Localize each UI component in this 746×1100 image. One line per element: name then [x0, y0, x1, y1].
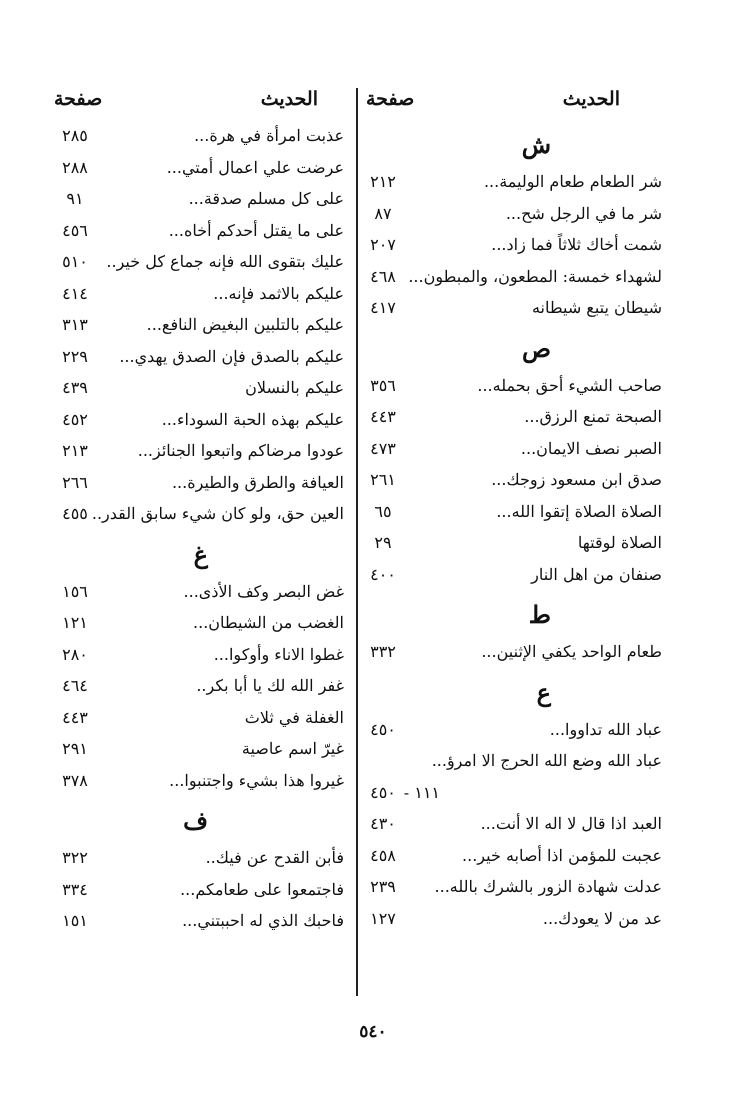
entry-text: عليك بتقوى الله فإنه جماع كل خير.. — [106, 252, 344, 271]
index-entry — [366, 638, 666, 670]
entry-page-number: ٢٠٧ — [370, 235, 396, 254]
entry-page-number: ٣٢٢ — [62, 848, 88, 867]
index-entry — [366, 466, 666, 498]
index-entry — [366, 716, 666, 748]
entry-text: الصبر نصف الايمان... — [520, 438, 662, 458]
entry-text: فاحبك الذي له احببتني... — [182, 911, 344, 930]
entry-text: عباد الله تداووا... — [549, 719, 662, 739]
entry-text: غض البصر وكف الأذى... — [183, 581, 344, 601]
entry-page-number: ٢١٣ — [62, 441, 88, 460]
entry-page-number: ٣١٣ — [62, 315, 88, 334]
entry-text: طعام الواحد يكفي الإثنين... — [481, 642, 662, 661]
entry-page-number: ٤١٤ — [62, 283, 88, 303]
column-header — [366, 88, 666, 122]
entry-page-number: ٤٣٩ — [62, 378, 88, 397]
section-letter-text: ش — [521, 130, 551, 159]
index-entry — [44, 217, 348, 249]
section-letter — [366, 592, 666, 638]
entry-text: شيطان يتبع شيطانه — [531, 298, 662, 317]
entry-text: ١١١ - — [403, 782, 440, 802]
entry-page-number: ٤٦٤ — [62, 676, 88, 695]
section-letter — [366, 326, 666, 372]
index-entry — [44, 437, 348, 469]
entry-text: عليكم بهذه الحبة السوداء... — [161, 409, 344, 429]
entry-page-number: ٣٧٨ — [62, 770, 88, 790]
entry-text: عليكم بالنسلان — [245, 378, 344, 397]
index-entry — [44, 767, 348, 799]
index-entry — [44, 311, 348, 343]
entry-page-number: ٤٤٣ — [62, 707, 88, 727]
index-entry — [366, 403, 666, 435]
entry-text: غيرّ اسم عاصية — [241, 739, 344, 758]
entry-page-number: ٣٥٦ — [370, 375, 396, 395]
entry-text: فاجتمعوا على طعامكم... — [180, 879, 344, 899]
index-entry — [366, 200, 666, 232]
index-entry — [366, 842, 666, 874]
entry-page-number: ٤٥٢ — [62, 409, 88, 429]
entry-text: شر ما في الرجل شح... — [505, 203, 662, 223]
entry-text: الغفلة في ثلاث — [244, 707, 344, 727]
index-entry — [366, 810, 666, 842]
entry-page-number: ٦٥ — [374, 501, 392, 521]
entry-text: عدلت شهادة الزور بالشرك بالله... — [434, 877, 662, 896]
index-entry — [44, 406, 348, 438]
right-column — [366, 88, 666, 936]
entry-page-number: ٥١٠ — [62, 252, 88, 271]
entry-text: شر الطعام طعام الوليمة... — [483, 172, 662, 191]
section-letter-text: ف — [183, 806, 208, 835]
entry-page-number: ٤٠٠ — [370, 564, 396, 584]
entry-page-number: ١٥١ — [62, 911, 88, 930]
entry-page-number: ٩١ — [66, 189, 84, 208]
entry-text: فأبن القدح عن فيك.. — [205, 848, 344, 867]
index-entry — [44, 248, 348, 280]
entry-page-number: ٤١٧ — [370, 298, 396, 317]
section-letter-text: ط — [528, 600, 551, 629]
entry-page-number: ٤٥٠ — [370, 782, 396, 802]
entry-text: غفر الله لك يا أبا بكر.. — [196, 676, 344, 695]
index-entry — [366, 873, 666, 905]
index-entry — [366, 561, 666, 593]
entry-page-number: ١٢١ — [62, 613, 88, 632]
entry-page-number: ٢٦١ — [370, 470, 396, 489]
entry-page-number: ٤٣٠ — [370, 814, 396, 833]
index-entry — [366, 905, 666, 937]
entry-text: العيافة والطرق والطيرة... — [171, 472, 344, 492]
entry-page-number: ٢١٢ — [370, 172, 396, 191]
index-entry — [366, 263, 666, 295]
header-page: صفحة — [54, 88, 103, 110]
section-letter — [44, 798, 348, 844]
index-entry — [44, 578, 348, 610]
entry-text: عليكم بالاثمد فإنه... — [213, 283, 344, 303]
entry-page-number: ١٥٦ — [62, 581, 88, 601]
index-entry — [44, 704, 348, 736]
index-entry — [44, 500, 348, 532]
index-entry — [366, 168, 666, 200]
section-letter — [44, 532, 348, 578]
entry-text: لشهداء خمسة: المطعون، والمبطون... — [408, 266, 662, 286]
index-entry — [44, 374, 348, 406]
entry-page-number: ٢٨٠ — [62, 644, 88, 664]
entry-text: الغضب من الشيطان... — [193, 613, 344, 632]
index-entry — [44, 122, 348, 154]
index-entry — [44, 185, 348, 217]
entry-page-number: ٢٨٨ — [62, 157, 88, 177]
entry-text: عليكم بالتلبين البغيض النافع... — [146, 315, 344, 334]
index-entry — [44, 280, 348, 312]
entry-text: العين حق، ولو كان شيء سابق القدر.. — [91, 504, 344, 523]
left-column — [44, 88, 348, 939]
header-hadith: الحديث — [260, 88, 318, 110]
index-entry — [44, 735, 348, 767]
index-entry — [366, 747, 666, 779]
entry-text: عذبت امرأة في هرة... — [194, 126, 344, 145]
entry-text: الصلاة لوقتها — [577, 533, 662, 552]
entry-text: غيروا هذا بشيء واجتنبوا... — [169, 770, 344, 790]
entry-page-number: ٤٥٨ — [370, 845, 396, 865]
entry-page-number: ٤٥٥ — [62, 504, 88, 523]
header-hadith: الحديث — [562, 88, 620, 110]
entry-text: عودوا مرضاكم واتبعوا الجنائز... — [137, 441, 344, 460]
entry-text: عليكم بالصدق فإن الصدق يهدي... — [119, 346, 344, 366]
entry-text: عرضت علي اعمال أمتي... — [166, 157, 344, 177]
entry-page-number: ٢٣٩ — [370, 877, 396, 896]
entry-page-number: ٣٣٢ — [370, 642, 396, 661]
index-entry — [44, 469, 348, 501]
index-entry — [44, 154, 348, 186]
section-letter — [366, 670, 666, 716]
index-entry — [44, 844, 348, 876]
entry-page-number: ٢٢٩ — [62, 346, 88, 366]
index-entry — [44, 609, 348, 641]
section-letter-text: ع — [536, 677, 551, 707]
entry-page-number: ٢٦٦ — [62, 472, 88, 492]
index-entry — [44, 343, 348, 375]
section-letter-text: ص — [521, 333, 551, 363]
entry-page-number: ٤٦٨ — [370, 266, 396, 286]
entry-page-number: ٢٩ — [374, 533, 392, 552]
entry-page-number: ٣٣٤ — [62, 879, 88, 899]
index-entry — [366, 231, 666, 263]
entry-page-number: ٤٤٣ — [370, 407, 396, 426]
section-letter — [366, 122, 666, 168]
index-entry — [366, 529, 666, 561]
entry-page-number: ٤٧٣ — [370, 438, 396, 458]
entry-text: الصلاة الصلاة إتقوا الله... — [496, 501, 662, 521]
entry-text: صنفان من اهل النار — [531, 564, 662, 584]
index-entry — [366, 294, 666, 326]
section-letter-text: غ — [193, 539, 208, 569]
header-page: صفحة — [366, 88, 415, 110]
index-entry — [366, 435, 666, 467]
entry-text: على ما يقتل أحدكم أخاه... — [168, 220, 344, 240]
index-entry — [44, 672, 348, 704]
entry-text: غطوا الاناء وأوكوا... — [213, 644, 344, 664]
index-entry — [366, 779, 666, 811]
entry-page-number: ٤٥٠ — [370, 719, 396, 739]
entry-text: عد من لا يعودك... — [542, 908, 662, 928]
entry-page-number: ٢٨٥ — [62, 126, 88, 145]
entry-text: صاحب الشيء أحق بحمله... — [477, 375, 662, 395]
entry-page-number: ٨٧ — [374, 203, 392, 223]
entry-page-number: ٤٥٦ — [62, 220, 88, 240]
page-number: ٥٤٠ — [359, 1022, 387, 1042]
column-header — [44, 88, 348, 122]
entry-text: عباد الله وضع الله الحرج الا امرؤ... — [431, 751, 662, 770]
right-rows — [366, 122, 666, 936]
entry-page-number: ١٢٧ — [370, 908, 396, 928]
index-entry — [366, 498, 666, 530]
entry-text: على كل مسلم صدقة... — [188, 189, 344, 208]
index-entry — [44, 641, 348, 673]
index-entry — [366, 372, 666, 404]
index-entry — [44, 907, 348, 939]
entry-text: العبد اذا قال لا اله الا أنت... — [480, 814, 662, 833]
entry-page-number: ٢٩١ — [62, 739, 88, 758]
entry-text: صدق ابن مسعود زوجك... — [491, 470, 662, 489]
entry-text: عجبت للمؤمن اذا أصابه خير... — [462, 845, 662, 865]
left-rows — [44, 122, 348, 939]
entry-text: الصبحة تمنع الرزق... — [524, 407, 662, 426]
index-entry — [44, 876, 348, 908]
column-divider — [356, 88, 358, 996]
entry-text: شمت أخاك ثلاثاً فما زاد... — [491, 235, 662, 254]
